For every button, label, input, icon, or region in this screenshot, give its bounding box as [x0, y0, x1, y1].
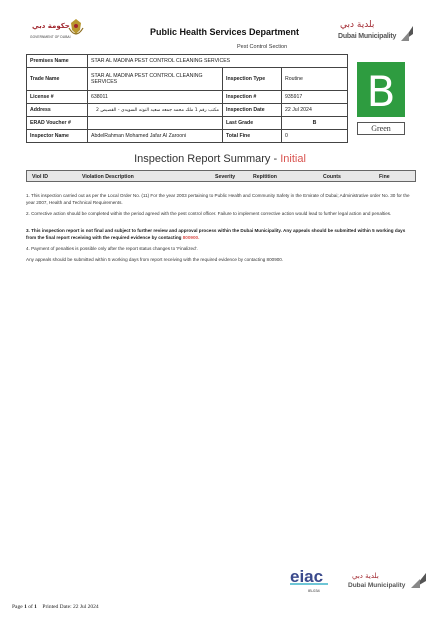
note-2: 2. Corrective action should be completed within the period agreed with the pest control officer. Failure to implement corrective action would lead to further legal action and penalties.	[26, 211, 392, 216]
total-fine-label: Total Fine	[223, 130, 282, 143]
grade-letter: B	[366, 67, 396, 116]
license-row	[27, 91, 348, 104]
eiac-logo	[288, 564, 344, 596]
dm-logo-english: Dubai Municipality	[338, 33, 397, 40]
footer-dm-arabic: بلدية دبي	[352, 572, 379, 580]
dubai-municipality-logo	[338, 20, 418, 46]
report-summary-title	[0, 153, 440, 165]
last-grade-value: B	[282, 117, 348, 130]
department-title: Public Health Services Department	[150, 27, 300, 37]
gov-logo-english: GOVERNMENT OF DUBAI	[30, 35, 71, 39]
address-row	[27, 104, 348, 117]
note-1: 1. This inspection carried out as per the Local Order No. (11) For the year 2003 pertaining to Public Health and Community Safety in the Emirate of Dubai; Administrative order No. 30 for the year 2007, Health and Technical Requirements.	[26, 193, 410, 205]
col-violation-description: Violation Description	[82, 174, 134, 180]
grade-color-label: Green	[357, 122, 405, 135]
license-value: 638011	[88, 91, 223, 104]
inspector-name-label: Inspector Name	[27, 130, 88, 143]
violations-table-header	[26, 170, 416, 182]
gov-logo-arabic: حكومة دبي	[32, 22, 70, 30]
eiac-text: eiac	[290, 567, 324, 586]
government-of-dubai-logo	[28, 18, 88, 46]
footer-dubai-municipality-logo	[348, 570, 430, 590]
summary-title-text: Inspection Report Summary -	[134, 153, 281, 165]
page-footer	[12, 604, 99, 610]
page-total: 1	[34, 604, 37, 610]
premises-name-label: Premises Name	[27, 55, 88, 68]
grade-badge	[357, 62, 405, 117]
address-value: مكتب رقم 1 ملك محمد جمعه سعيد النونه السويدي - القصيص 2	[88, 104, 223, 117]
report-status: Initial	[280, 153, 306, 165]
inspection-type-label: Inspection Type	[223, 68, 282, 91]
note-3	[26, 227, 416, 241]
note-5: Any appeals should be submitted within 5 working days from report receiving with the required evidence by contacting 800900.	[26, 257, 284, 262]
eiac-code: IB-034	[308, 588, 320, 593]
note-3-text: 3. This inspection report is not final and subject to further review and approval process within the Dubai Municipality. Any appeals should be submitted within 5 working days from the final report receiving with the required evidence by contacting	[26, 228, 406, 240]
page-label: Page	[12, 604, 25, 610]
inspection-number-label: Inspection #	[223, 91, 282, 104]
footer-dm-mark	[348, 570, 430, 590]
inspection-number-value: 935917	[282, 91, 348, 104]
col-fine: Fine	[379, 174, 390, 180]
note-4: 4. Payment of penalties is possible only after the report status changes to 'Finalized'.	[26, 246, 198, 251]
trade-name-label: Trade Name	[27, 68, 88, 91]
col-severity: Severity	[215, 174, 236, 180]
trade-name-value: STAR AL MADINA PEST CONTROL CLEANING SERVICES	[88, 68, 223, 91]
erad-row	[27, 117, 348, 130]
license-label: License #	[27, 91, 88, 104]
premises-row	[27, 55, 348, 68]
footer-dm-english: Dubai Municipality	[348, 582, 406, 589]
premises-info-table	[26, 54, 348, 143]
page-of: of	[26, 604, 35, 610]
address-label: Address	[27, 104, 88, 117]
total-fine-value: 0	[282, 130, 348, 143]
note-3-contact-number: 800900.	[182, 235, 200, 240]
printed-date: Printed Date: 22 Jul 2024	[42, 604, 99, 610]
col-repetition: Repitition	[253, 174, 277, 180]
inspector-name-value: AbdelRahman Mohamed Jafar Al Zarooni	[88, 130, 223, 143]
page-current: 1	[24, 604, 27, 610]
section-title: Pest Control Section	[237, 44, 288, 50]
erad-voucher-label: ERAD Voucher #	[27, 117, 88, 130]
trade-row	[27, 68, 348, 91]
inspector-row	[27, 130, 348, 143]
col-viol-id: Viol ID	[32, 174, 49, 180]
premises-name-value: STAR AL MADINA PEST CONTROL CLEANING SERVICES	[88, 55, 348, 68]
inspection-date-value: 22 Jul 2024	[282, 104, 348, 117]
dm-logo-arabic: بلدية دبي	[340, 20, 375, 30]
inspection-date-label: Inspection Date	[223, 104, 282, 117]
erad-voucher-value	[88, 117, 223, 130]
col-counts: Counts	[323, 174, 341, 180]
dm-arrow-icon	[401, 24, 415, 42]
inspection-type-value: Routine	[282, 68, 348, 91]
last-grade-label: Last Grade	[223, 117, 282, 130]
eiac-mark-icon	[288, 564, 344, 596]
